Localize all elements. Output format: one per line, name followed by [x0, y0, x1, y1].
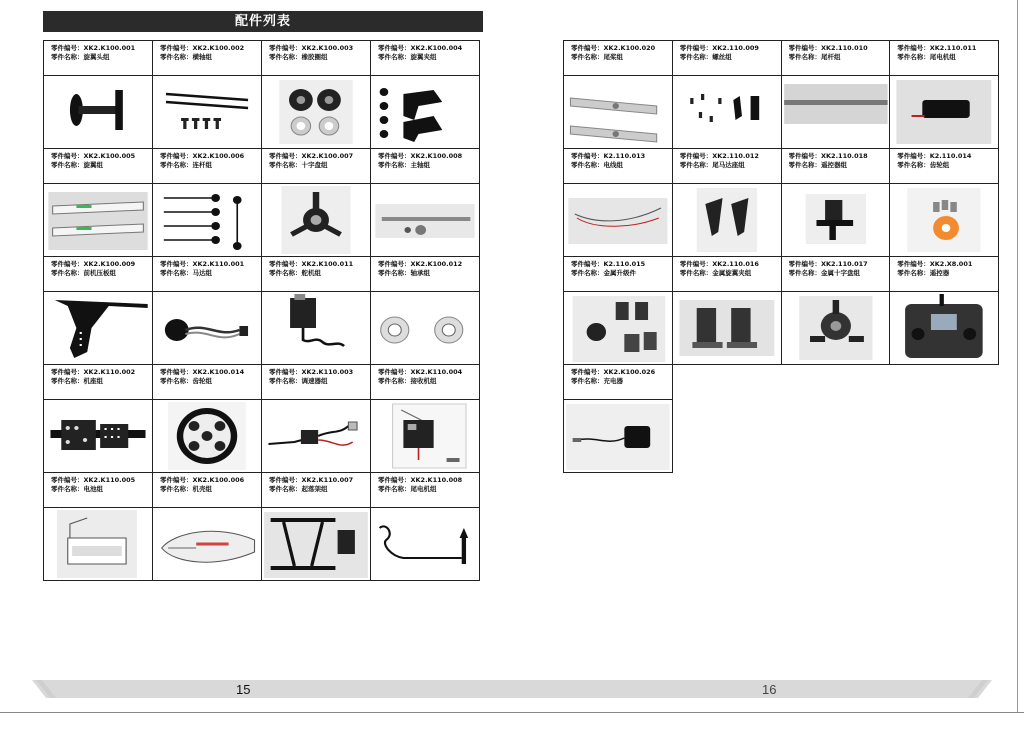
empty-cell	[890, 365, 999, 400]
part-label-cell	[781, 41, 890, 76]
swashplate-photo	[262, 184, 370, 256]
part-image-cell	[371, 400, 480, 473]
part-code: 零件编号：XK2.X8.001	[897, 260, 973, 268]
page-right	[512, 0, 1024, 733]
tail-motor-photo	[890, 76, 998, 148]
part-label	[673, 257, 781, 291]
part-label-cell	[890, 257, 999, 292]
part-image-cell	[890, 292, 999, 365]
part-label	[371, 257, 479, 291]
mount-part-photo	[782, 184, 890, 256]
blade-grips-photo	[371, 76, 479, 148]
part-label-cell	[371, 257, 480, 292]
main-gear-photo	[153, 400, 261, 472]
part-label	[371, 149, 479, 183]
part-image-cell	[564, 400, 673, 473]
part-image-cell	[890, 76, 999, 149]
tail-blades-photo	[564, 76, 672, 148]
rubber-rings-photo	[262, 76, 370, 148]
metal-grips-photo	[673, 292, 781, 364]
transmitter-photo	[890, 292, 998, 364]
part-label-cell	[371, 149, 480, 184]
part-label-cell	[262, 41, 371, 76]
part-name: 零件名称：橡胶圈组	[269, 53, 328, 61]
tail-boom-photo	[371, 508, 479, 580]
part-label-cell	[262, 257, 371, 292]
part-label	[153, 149, 261, 183]
part-label	[262, 473, 370, 507]
part-image-cell	[44, 400, 153, 473]
linkage-rods-photo	[153, 184, 261, 256]
part-label-cell	[262, 473, 371, 508]
part-label-cell	[672, 149, 781, 184]
part-label	[262, 257, 370, 291]
part-code: 零件编号：XK2.K100.014	[160, 368, 245, 376]
part-label	[564, 41, 672, 75]
part-code: 零件编号：XK2.K100.009	[51, 260, 136, 268]
part-image-cell	[262, 508, 371, 581]
bottom-rule	[0, 712, 1024, 713]
part-code: 零件编号：XK2.K110.002	[51, 368, 136, 376]
part-label-cell	[153, 257, 262, 292]
part-image-cell	[781, 184, 890, 257]
part-label	[890, 149, 998, 183]
part-label	[44, 365, 152, 399]
part-name: 零件名称：主轴组	[378, 161, 430, 169]
part-label-cell	[44, 149, 153, 184]
part-name: 零件名称：旋翼夹组	[378, 53, 437, 61]
part-label-cell	[262, 149, 371, 184]
part-image-cell	[44, 184, 153, 257]
part-name: 零件名称：齿轮组	[897, 161, 950, 169]
part-image-cell	[672, 292, 781, 365]
part-label	[44, 473, 152, 507]
part-label-cell	[153, 41, 262, 76]
part-code: 零件编号：XK2.K100.002	[160, 44, 245, 52]
part-label	[262, 41, 370, 75]
part-image-cell	[262, 184, 371, 257]
main-blades-photo	[44, 184, 152, 256]
footer-accent-left	[0, 676, 60, 702]
part-image-cell	[371, 184, 480, 257]
receiver-photo	[371, 400, 479, 472]
part-code: 零件编号：XK2.K100.006	[160, 152, 245, 160]
part-name: 零件名称：旋翼组	[51, 161, 103, 169]
part-name: 零件名称：金属旋翼夹组	[679, 269, 752, 277]
part-label	[44, 257, 152, 291]
part-name: 零件名称：接收机组	[378, 377, 437, 385]
part-name: 零件名称：连杆组	[160, 161, 212, 169]
part-label-cell	[371, 365, 480, 400]
part-label	[153, 41, 261, 75]
part-image-cell	[44, 76, 153, 149]
part-name: 零件名称：尾杆组	[788, 53, 841, 61]
part-label-cell	[564, 149, 673, 184]
metal-swash-photo	[782, 292, 890, 364]
part-label	[782, 149, 890, 183]
part-label	[673, 149, 781, 183]
parts-table-right	[563, 40, 999, 473]
part-label-cell	[564, 365, 673, 400]
part-label-cell	[371, 473, 480, 508]
empty-cell	[781, 400, 890, 473]
frame-base-photo	[44, 400, 152, 472]
part-image-cell	[44, 508, 153, 581]
empty-cell	[890, 400, 999, 473]
part-code: 零件编号：K2.110.013	[571, 152, 646, 160]
page-number-left: 15	[236, 682, 251, 697]
tail-rod-photo	[782, 76, 890, 148]
page-number-right: 16	[762, 682, 777, 697]
part-code: 零件编号：XK2.110.011	[897, 44, 977, 52]
part-label-cell	[44, 257, 153, 292]
part-image-cell	[153, 76, 262, 149]
empty-cell	[672, 400, 781, 473]
part-label	[564, 257, 672, 291]
part-name: 零件名称：金属十字盘组	[788, 269, 860, 277]
part-label	[564, 149, 672, 183]
part-code: 零件编号：XK2.110.010	[788, 44, 868, 52]
part-image-cell	[153, 400, 262, 473]
part-name: 零件名称：遥控器组	[788, 161, 847, 169]
rotor-head-photo	[44, 76, 152, 148]
part-name: 零件名称：马达组	[160, 269, 212, 277]
part-image-cell	[564, 76, 673, 149]
battery-photo	[44, 508, 152, 580]
part-code: 零件编号：XK2.K110.003	[269, 368, 354, 376]
part-name: 零件名称：机座组	[51, 377, 103, 385]
part-label	[153, 257, 261, 291]
part-code: 零件编号：XK2.K110.004	[378, 368, 463, 376]
part-label	[44, 149, 152, 183]
part-code: 零件编号：XK2.K100.004	[378, 44, 463, 52]
part-code: 零件编号：XK2.110.017	[788, 260, 868, 268]
bearings-photo	[371, 292, 479, 364]
charger-photo	[564, 400, 672, 472]
part-label	[371, 473, 479, 507]
part-label	[782, 41, 890, 75]
part-code: 零件编号：XK2.110.009	[679, 44, 759, 52]
screws-photo	[673, 76, 781, 148]
part-label-cell	[564, 257, 673, 292]
part-code: 零件编号：XK2.K100.006	[160, 476, 245, 484]
part-image-cell	[371, 508, 480, 581]
part-code: 零件编号：XK2.110.012	[679, 152, 759, 160]
part-label	[673, 41, 781, 75]
part-code: 零件编号：XK2.K100.020	[571, 44, 656, 52]
part-name: 零件名称：充电器	[571, 377, 623, 385]
part-code: 零件编号：K2.110.014	[897, 152, 972, 160]
part-label-cell	[153, 365, 262, 400]
page-title: 配件列表	[43, 11, 483, 32]
part-image-cell	[672, 184, 781, 257]
part-image-cell	[564, 184, 673, 257]
part-image-cell	[153, 184, 262, 257]
wires-photo	[564, 184, 672, 256]
part-label	[890, 257, 998, 291]
part-image-cell	[564, 292, 673, 365]
parts-table-left	[43, 40, 480, 581]
part-label-cell	[153, 473, 262, 508]
part-name: 零件名称：调速器组	[269, 377, 328, 385]
part-name: 零件名称：舵机组	[269, 269, 321, 277]
part-code: 零件编号：XK2.K100.007	[269, 152, 354, 160]
part-label	[371, 365, 479, 399]
canopy-photo	[153, 508, 261, 580]
part-name: 零件名称：尾桨组	[571, 53, 623, 61]
part-label-cell	[44, 473, 153, 508]
part-code: 零件编号：XK2.K110.008	[378, 476, 463, 484]
part-label	[153, 365, 261, 399]
part-image-cell	[262, 76, 371, 149]
part-label	[153, 473, 261, 507]
part-code: 零件编号：XK2.K100.005	[51, 152, 136, 160]
part-image-cell	[672, 76, 781, 149]
part-name: 零件名称：机壳组	[160, 485, 212, 493]
part-label-cell	[44, 365, 153, 400]
part-image-cell	[44, 292, 153, 365]
part-code: 零件编号：XK2.110.016	[679, 260, 759, 268]
part-code: 零件编号：XK2.K100.008	[378, 152, 463, 160]
part-image-cell	[371, 292, 480, 365]
part-label	[782, 257, 890, 291]
part-name: 零件名称：轴承组	[378, 269, 430, 277]
part-label-cell	[890, 149, 999, 184]
part-name: 零件名称：遥控器	[897, 269, 950, 277]
servo-photo	[262, 292, 370, 364]
part-label-cell	[672, 257, 781, 292]
esc-photo	[262, 400, 370, 472]
footer-band-left	[0, 680, 512, 698]
main-shaft-photo	[371, 184, 479, 256]
part-label-cell	[672, 41, 781, 76]
part-label-cell	[262, 365, 371, 400]
part-label-cell	[371, 41, 480, 76]
part-code: 零件编号：K2.110.015	[571, 260, 646, 268]
part-label	[44, 41, 152, 75]
part-image-cell	[153, 508, 262, 581]
part-label-cell	[890, 41, 999, 76]
part-label-cell	[781, 149, 890, 184]
part-code: 零件编号：XK2.K110.001	[160, 260, 245, 268]
part-name: 零件名称：螺丝组	[679, 53, 732, 61]
part-label-cell	[781, 257, 890, 292]
part-label	[371, 41, 479, 75]
part-label	[262, 149, 370, 183]
part-code: 零件编号：XK2.K100.012	[378, 260, 463, 268]
part-label	[262, 365, 370, 399]
part-name: 零件名称：齿轮组	[160, 377, 212, 385]
part-name: 零件名称：前机压板组	[51, 269, 116, 277]
part-code: 零件编号：XK2.K100.003	[269, 44, 354, 52]
part-image-cell	[262, 292, 371, 365]
part-code: 零件编号：XK2.K110.005	[51, 476, 136, 484]
shafts-screws-photo	[153, 76, 261, 148]
part-image-cell	[153, 292, 262, 365]
part-image-cell	[781, 292, 890, 365]
part-image-cell	[781, 76, 890, 149]
part-name: 零件名称：旋翼头组	[51, 53, 110, 61]
part-name: 零件名称：起落架组	[269, 485, 328, 493]
motor-mounts-photo	[673, 184, 781, 256]
part-name: 零件名称：电线组	[571, 161, 623, 169]
footer-accent-right	[964, 676, 1024, 702]
pinion-gears-photo	[890, 184, 998, 256]
part-image-cell	[262, 400, 371, 473]
part-name: 零件名称：电池组	[51, 485, 103, 493]
page-edge-line	[1017, 0, 1018, 712]
part-label-cell	[44, 41, 153, 76]
part-code: 零件编号：XK2.K100.026	[571, 368, 656, 376]
part-name: 零件名称：尾电机组	[897, 53, 956, 61]
part-name: 零件名称：横轴组	[160, 53, 212, 61]
part-image-cell	[371, 76, 480, 149]
empty-cell	[672, 365, 781, 400]
metal-upgrade-photo	[564, 292, 672, 364]
part-label	[564, 365, 672, 399]
motor-photo	[153, 292, 261, 364]
part-code: 零件编号：XK2.110.018	[788, 152, 868, 160]
part-code: 零件编号：XK2.K100.011	[269, 260, 354, 268]
part-label-cell	[153, 149, 262, 184]
empty-cell	[781, 365, 890, 400]
part-name: 零件名称：尾马达座组	[679, 161, 745, 169]
part-label-cell	[564, 41, 673, 76]
landing-gear-photo	[262, 508, 370, 580]
part-name: 零件名称：尾电机组	[378, 485, 437, 493]
part-code: 零件编号：XK2.K110.007	[269, 476, 354, 484]
part-image-cell	[890, 184, 999, 257]
part-label	[890, 41, 998, 75]
part-code: 零件编号：XK2.K100.001	[51, 44, 136, 52]
front-plate-photo	[44, 292, 152, 364]
part-name: 零件名称：金属升级件	[571, 269, 636, 277]
part-name: 零件名称：十字盘组	[269, 161, 328, 169]
